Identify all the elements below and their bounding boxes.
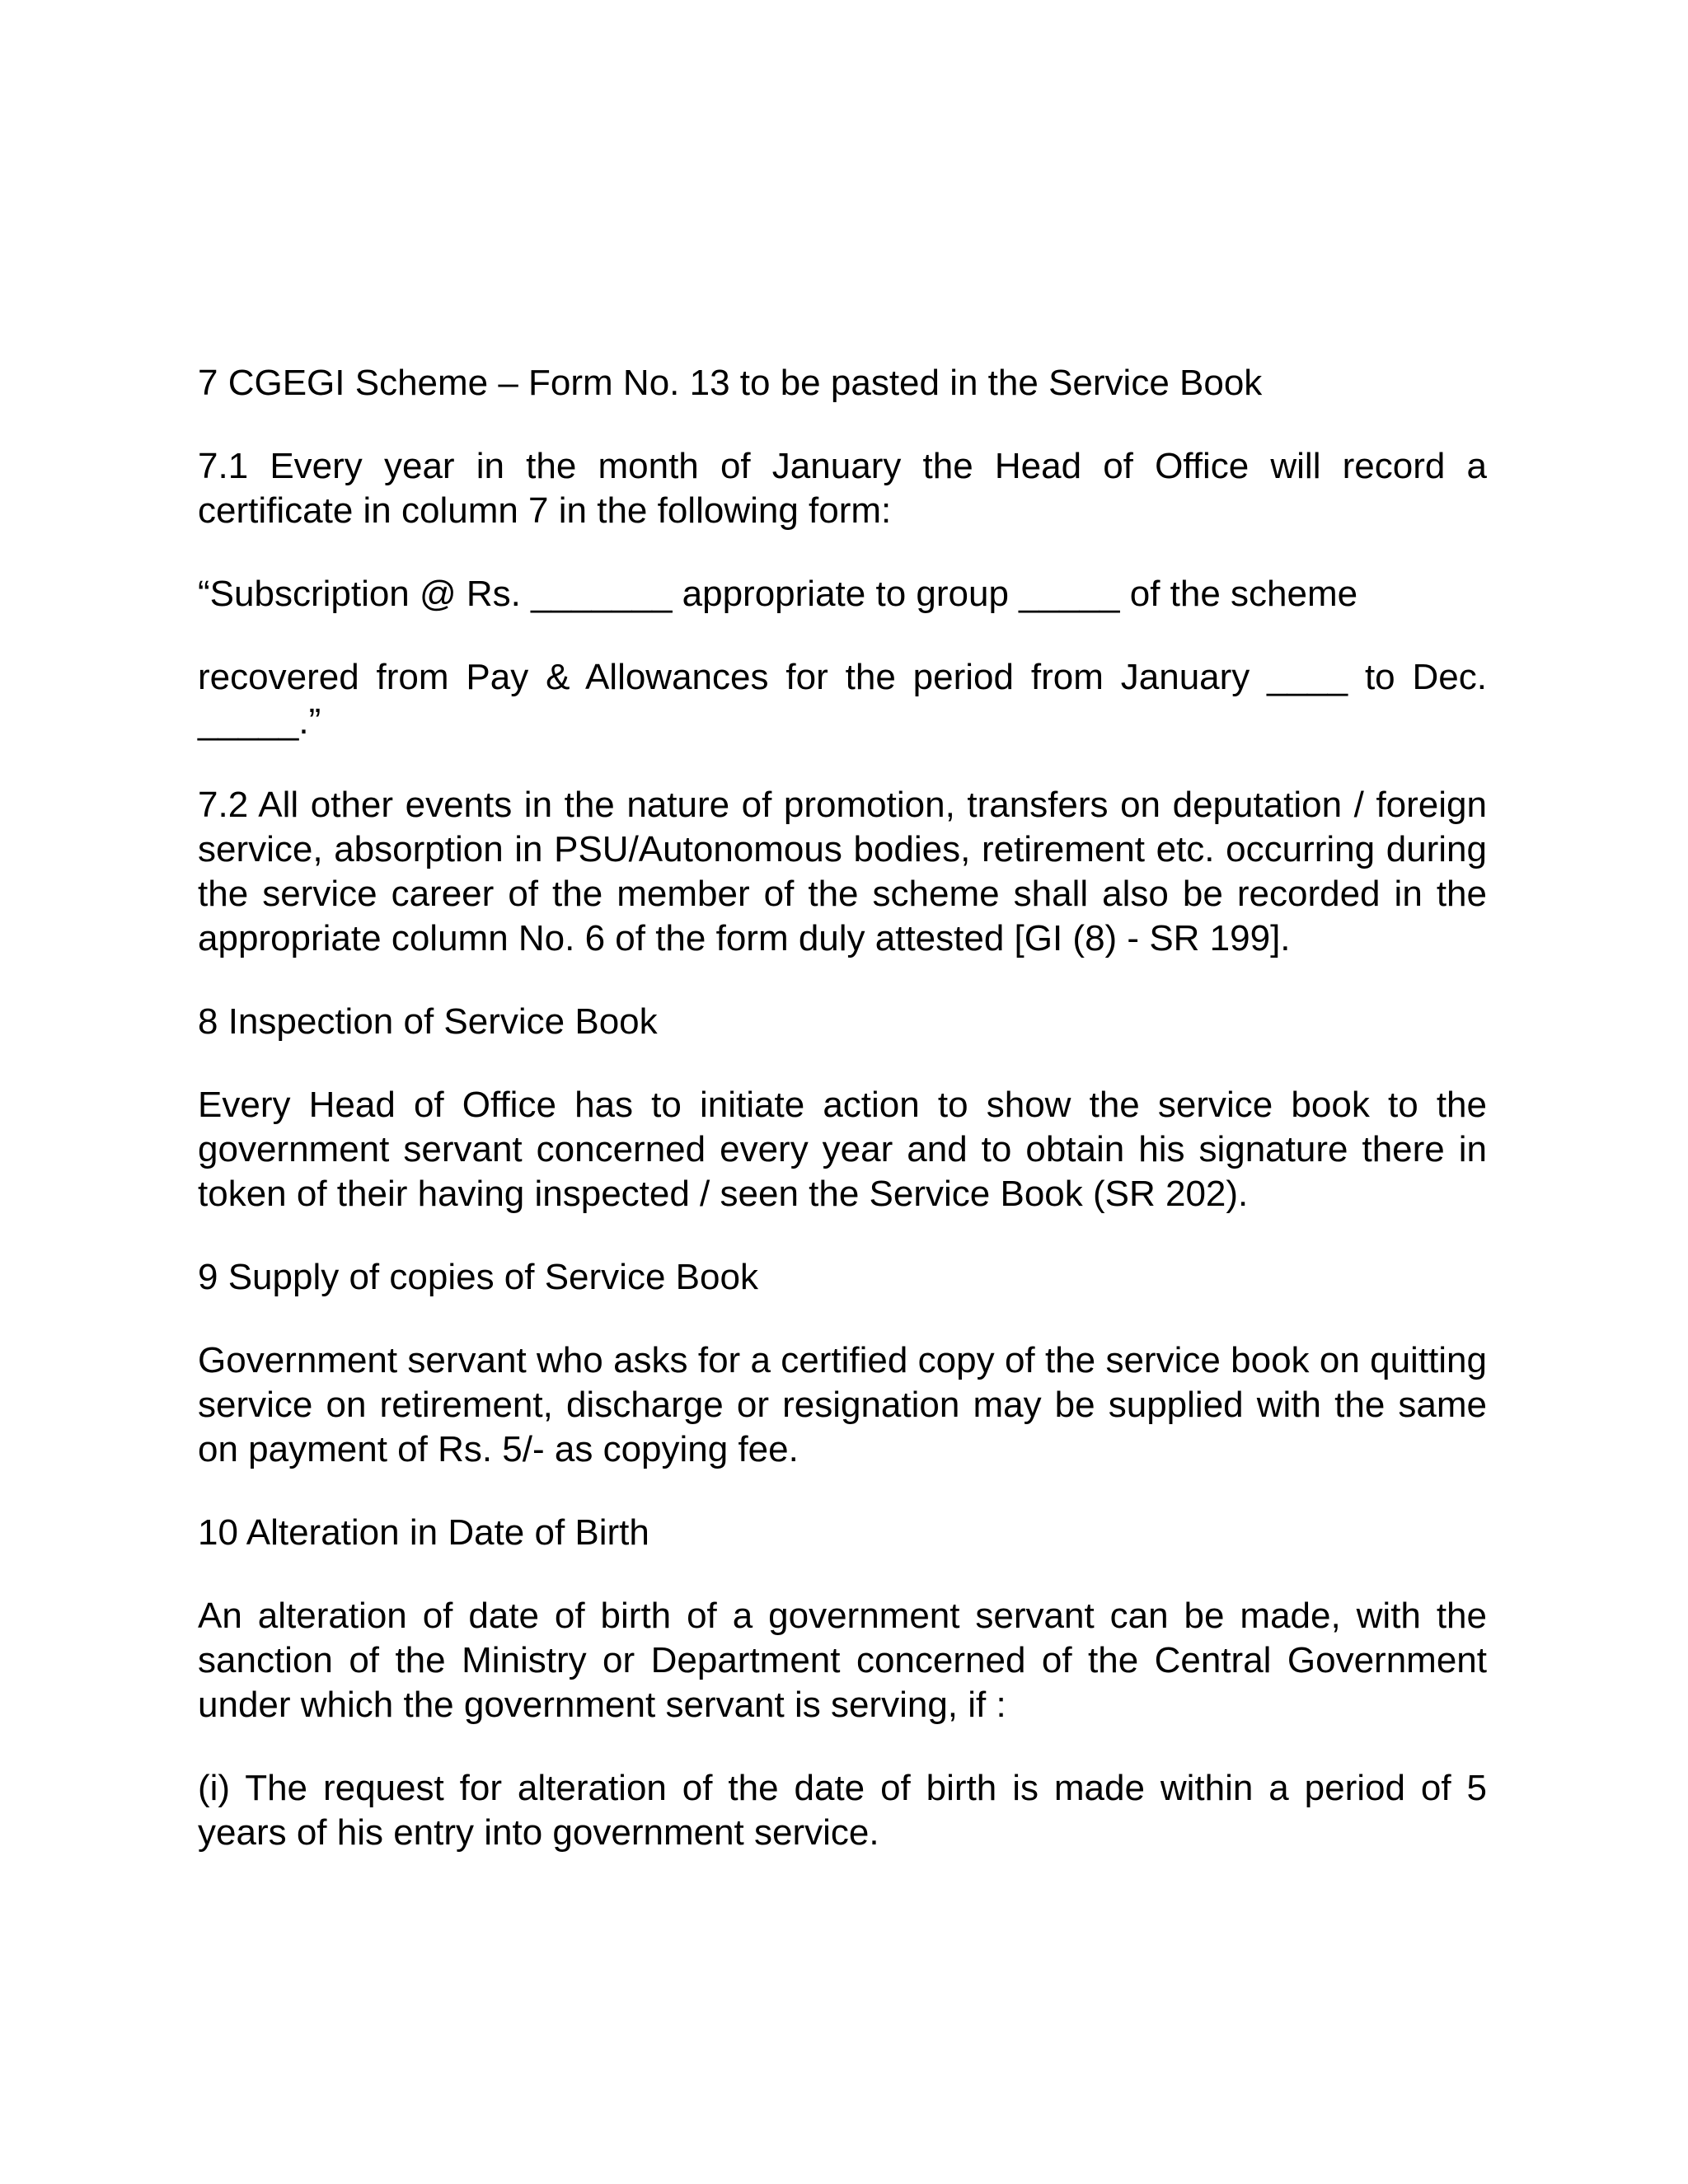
paragraph-10: An alteration of date of birth of a government servant can be made, with the sanction of the Ministry or Department concerned of the Central Government under which the government servant is serving, if : bbox=[198, 1596, 1487, 1725]
paragraph-8: Every Head of Office has to initiate action to show the service book to the government servant concerned every year and to obtain his signature there in token of their having inspected / seen the Service Book (SR 202). bbox=[198, 1085, 1487, 1214]
paragraph-7-1: 7.1 Every year in the month of January the Head of Office will record a certificate in column 7 in the following form: bbox=[198, 446, 1487, 531]
section-heading-7: 7 CGEGI Scheme – Form No. 13 to be pasted in the Service Book bbox=[198, 363, 1263, 403]
certificate-quote-line-1: “Subscription @ Rs. _______ appropriate to group _____ of the scheme bbox=[198, 574, 1358, 614]
paragraph-10-i: (i) The request for alteration of the date of birth is made within a period of 5 years of his entry into government service. bbox=[198, 1768, 1487, 1853]
section-heading-9: 9 Supply of copies of Service Book bbox=[198, 1257, 758, 1297]
document-page bbox=[198, 361, 1487, 1894]
certificate-quote-line-2: recovered from Pay & Allowances for the period from January ____ to Dec. _____.” bbox=[198, 657, 1487, 742]
paragraph-9: Government servant who asks for a certified copy of the service book on quitting service on retirement, discharge or resignation may be supplied with the same on payment of Rs. 5/- as copying fee. bbox=[198, 1340, 1487, 1469]
section-heading-8: 8 Inspection of Service Book bbox=[198, 1001, 658, 1042]
paragraph-7-2: 7.2 All other events in the nature of promotion, transfers on deputation / foreign service, absorption in PSU/Autonomous bodies, retirement etc. occurring during the service career of the member of the scheme shall also be recorded in the appropriate column No. 6 of the form duly attested [GI (8) - SR 199]. bbox=[198, 785, 1487, 958]
section-heading-10: 10 Alteration in Date of Birth bbox=[198, 1512, 649, 1553]
